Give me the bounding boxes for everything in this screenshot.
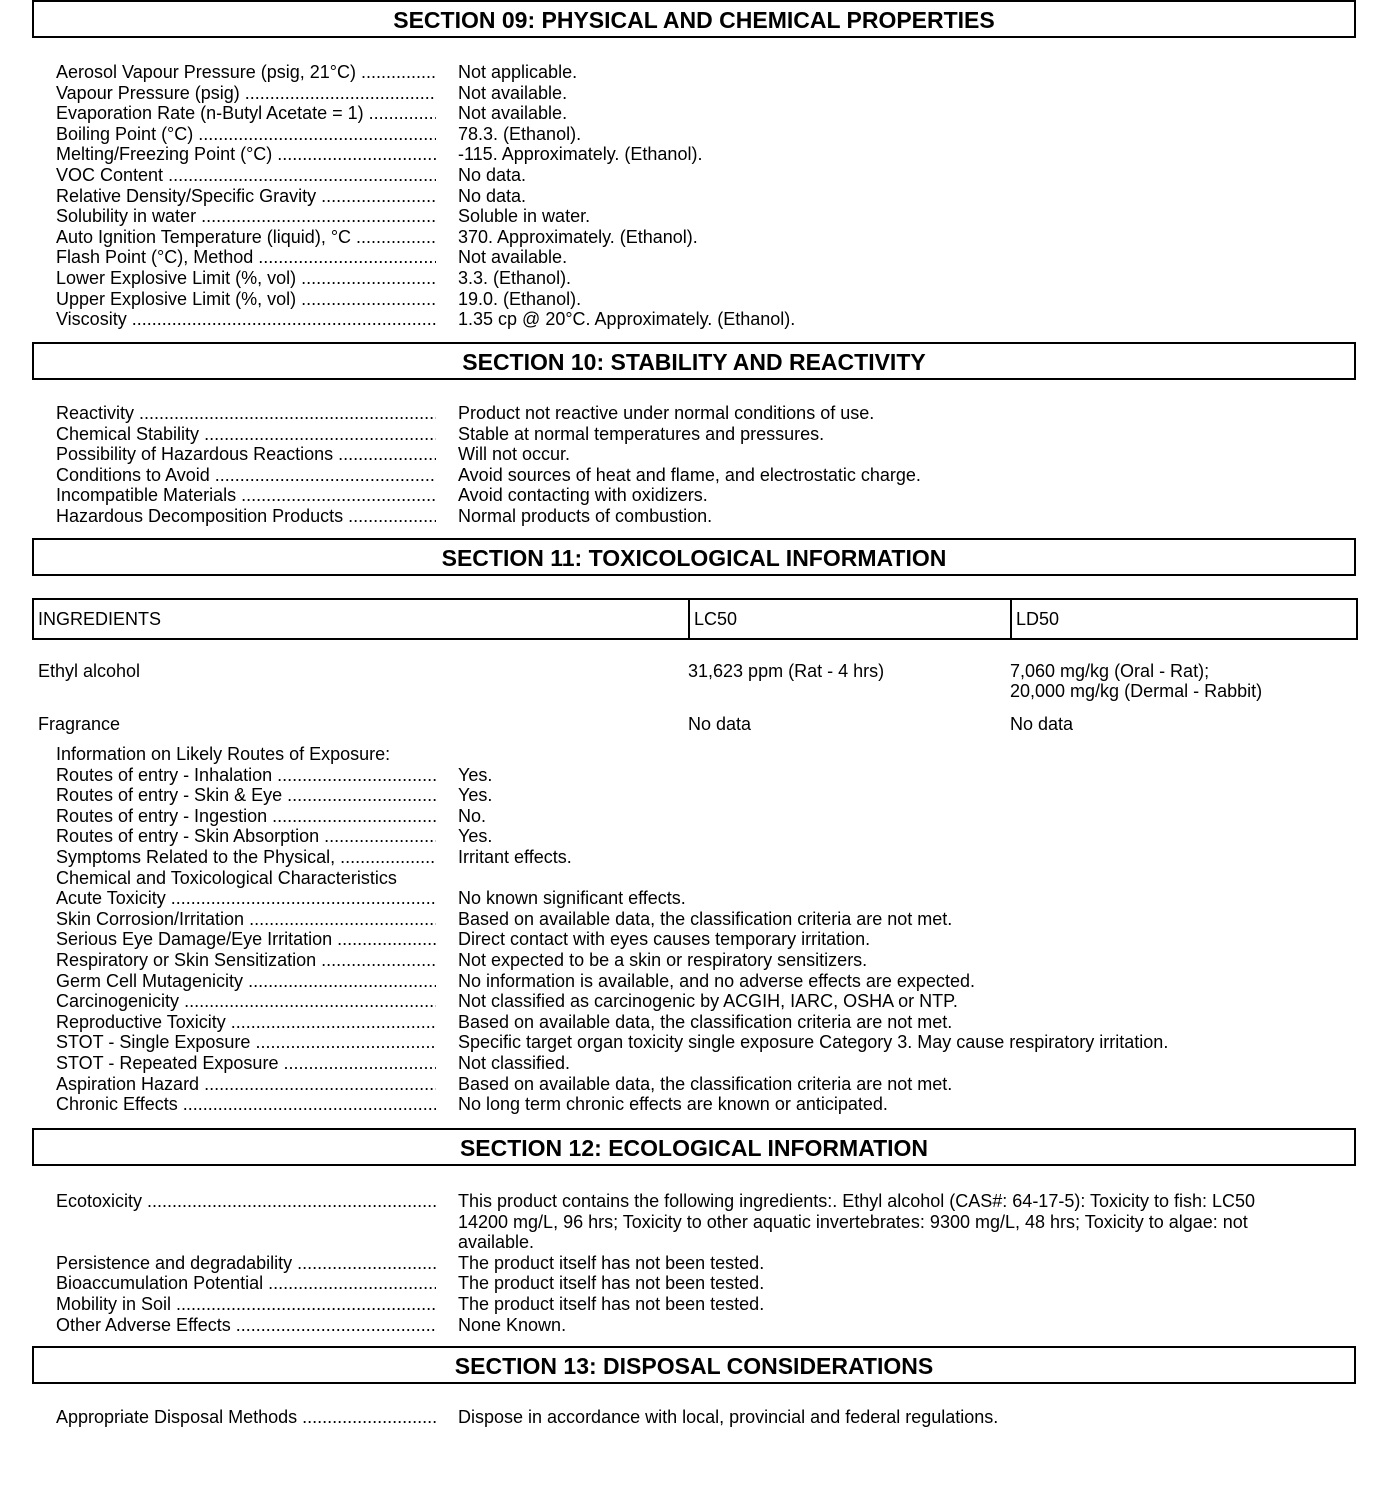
property-label: Aerosol Vapour Pressure (psig, 21°C) ..... bbox=[56, 62, 436, 83]
property-value: Irritant effects. bbox=[458, 846, 572, 867]
property-label: Reproductive Toxicity ..... bbox=[56, 1012, 436, 1033]
property-row bbox=[56, 444, 1366, 465]
property-label: Evaporation Rate (n-Butyl Acetate = 1) ..... bbox=[56, 103, 436, 124]
property-row bbox=[56, 1074, 1366, 1095]
property-value: Dispose in accordance with local, provincial and federal regulations. bbox=[458, 1407, 999, 1427]
property-value: No long term chronic effects are known or anticipated. bbox=[458, 1094, 888, 1115]
section-12-properties bbox=[56, 1191, 1366, 1335]
property-row bbox=[56, 103, 1366, 124]
property-label: Hazardous Decomposition Products ..... bbox=[56, 506, 436, 527]
routes-heading: Information on Likely Routes of Exposure: bbox=[56, 744, 391, 764]
routes-heading-row bbox=[56, 744, 1366, 765]
property-value: -115. Approximately. (Ethanol). bbox=[458, 144, 703, 165]
chem-characteristics-label: Chemical and Toxicological Characteristics bbox=[56, 867, 397, 888]
property-label: Appropriate Disposal Methods ..... bbox=[56, 1407, 436, 1428]
property-row bbox=[56, 186, 1366, 207]
property-label: Routes of entry - Skin & Eye ..... bbox=[56, 785, 436, 806]
property-row bbox=[56, 206, 1366, 227]
property-label: Ecotoxicity ..... bbox=[56, 1191, 436, 1253]
property-row bbox=[56, 1191, 1366, 1253]
ingredient-name: Ethyl alcohol bbox=[38, 661, 141, 681]
property-label: Routes of entry - Skin Absorption ..... bbox=[56, 826, 436, 847]
property-label: Lower Explosive Limit (%, vol) ..... bbox=[56, 268, 436, 289]
ingredient-row bbox=[38, 661, 1358, 701]
property-value: Yes. bbox=[458, 785, 493, 806]
property-label: Auto Ignition Temperature (liquid), °C ..... bbox=[56, 227, 436, 248]
property-row bbox=[56, 950, 1366, 971]
property-row bbox=[56, 309, 1366, 330]
property-label: Solubility in water ..... bbox=[56, 206, 436, 227]
ld50-line: 20,000 mg/kg (Dermal - Rabbit) bbox=[1010, 681, 1263, 701]
property-value: Will not occur. bbox=[458, 444, 571, 465]
property-label: Carcinogenicity ..... bbox=[56, 991, 436, 1012]
section-13-properties bbox=[56, 1407, 1366, 1428]
property-row bbox=[56, 227, 1366, 248]
property-label: Persistence and degradability ..... bbox=[56, 1253, 436, 1274]
property-value: Not available. bbox=[458, 82, 568, 103]
property-row bbox=[56, 465, 1366, 486]
ingredient-row bbox=[38, 714, 1358, 734]
property-label: Relative Density/Specific Gravity ..... bbox=[56, 186, 436, 207]
property-row bbox=[56, 485, 1366, 506]
property-value: No information is available, and no adverse effects are expected. bbox=[458, 970, 975, 991]
property-value: 1.35 cp @ 20°C. Approximately. (Ethanol). bbox=[458, 309, 796, 330]
property-value: No data. bbox=[458, 164, 527, 185]
ld50-line: 7,060 mg/kg (Oral - Rat); bbox=[1010, 661, 1210, 681]
property-value: Not classified as carcinogenic by ACGIH, IARC, OSHA or NTP. bbox=[458, 991, 958, 1012]
property-row bbox=[56, 1294, 1366, 1315]
property-row bbox=[56, 403, 1366, 424]
property-row bbox=[56, 144, 1366, 165]
property-label: Other Adverse Effects ..... bbox=[56, 1315, 436, 1336]
property-row bbox=[56, 765, 1366, 786]
property-row bbox=[56, 1012, 1366, 1033]
property-value: None Known. bbox=[458, 1314, 567, 1335]
property-value: Not expected to be a skin or respiratory sensitizers. bbox=[458, 949, 868, 970]
property-label: Routes of entry - Inhalation ..... bbox=[56, 765, 436, 786]
property-value: 3.3. (Ethanol). bbox=[458, 267, 572, 288]
property-label: Chronic Effects ..... bbox=[56, 1094, 436, 1115]
ingredient-lc50: No data bbox=[688, 714, 752, 734]
property-value: Yes. bbox=[458, 826, 493, 847]
property-label: Acute Toxicity ..... bbox=[56, 888, 436, 909]
property-label: Boiling Point (°C) ..... bbox=[56, 124, 436, 145]
property-value: No. bbox=[458, 805, 487, 826]
property-row bbox=[56, 785, 1366, 806]
property-value: Stable at normal temperatures and pressures. bbox=[458, 423, 825, 444]
property-value: Avoid contacting with oxidizers. bbox=[458, 485, 708, 506]
property-value: Soluble in water. bbox=[458, 206, 591, 227]
property-value: The product itself has not been tested. bbox=[458, 1273, 765, 1294]
ingredient-ld50: No data bbox=[1010, 714, 1074, 734]
section-09-header: SECTION 09: PHYSICAL AND CHEMICAL PROPERTIES bbox=[32, 0, 1356, 38]
property-label: Respiratory or Skin Sensitization ..... bbox=[56, 950, 436, 971]
property-value: 370. Approximately. (Ethanol). bbox=[458, 226, 698, 247]
property-value: Direct contact with eyes causes temporary irritation. bbox=[458, 929, 871, 950]
property-value: Yes. bbox=[458, 764, 493, 785]
property-value: The product itself has not been tested. bbox=[458, 1293, 765, 1314]
property-row bbox=[56, 909, 1366, 930]
property-row bbox=[56, 1053, 1366, 1074]
column-header-ld50: LD50 bbox=[1016, 609, 1060, 629]
property-label: Reactivity ..... bbox=[56, 403, 436, 424]
property-label: Chemical Stability ..... bbox=[56, 424, 436, 445]
ingredient-lc50: 31,623 ppm (Rat - 4 hrs) bbox=[688, 661, 885, 681]
property-value: Not classified. bbox=[458, 1052, 571, 1073]
section-10-header: SECTION 10: STABILITY AND REACTIVITY bbox=[32, 342, 1356, 380]
column-header-lc50: LC50 bbox=[690, 600, 1012, 638]
property-value: Specific target organ toxicity single exposure Category 3. May cause respiratory irritation. bbox=[458, 1032, 1169, 1053]
property-value: Normal products of combustion. bbox=[458, 505, 713, 526]
property-label: Skin Corrosion/Irritation ..... bbox=[56, 909, 436, 930]
property-label: STOT - Repeated Exposure ..... bbox=[56, 1053, 436, 1074]
section-13-header: SECTION 13: DISPOSAL CONSIDERATIONS bbox=[32, 1346, 1356, 1384]
section-09-properties bbox=[56, 62, 1366, 330]
property-label: Mobility in Soil ..... bbox=[56, 1294, 436, 1315]
property-row bbox=[56, 289, 1366, 310]
chem-characteristics-row bbox=[56, 868, 1366, 889]
property-value: Based on available data, the classification criteria are not met. bbox=[458, 1073, 953, 1094]
property-label: Flash Point (°C), Method ..... bbox=[56, 247, 436, 268]
property-value: Product not reactive under normal conditions of use. bbox=[458, 403, 875, 423]
property-value: No data. bbox=[458, 185, 527, 206]
property-label: Incompatible Materials ..... bbox=[56, 485, 436, 506]
property-label: Vapour Pressure (psig) ..... bbox=[56, 83, 436, 104]
property-label: STOT - Single Exposure ..... bbox=[56, 1032, 436, 1053]
section-11-exposure bbox=[56, 744, 1366, 1115]
property-row bbox=[56, 1253, 1366, 1274]
section-11-header: SECTION 11: TOXICOLOGICAL INFORMATION bbox=[32, 538, 1356, 576]
property-row bbox=[56, 83, 1366, 104]
property-label: Serious Eye Damage/Eye Irritation ..... bbox=[56, 929, 436, 950]
ingredient-name: Fragrance bbox=[38, 714, 121, 734]
property-row bbox=[56, 929, 1366, 950]
property-value: Not available. bbox=[458, 247, 568, 268]
property-value: No known significant effects. bbox=[458, 888, 686, 909]
property-row bbox=[56, 847, 1366, 868]
property-label: Upper Explosive Limit (%, vol) ..... bbox=[56, 289, 436, 310]
property-label: Conditions to Avoid ..... bbox=[56, 465, 436, 486]
property-row bbox=[56, 1407, 1366, 1428]
property-row bbox=[56, 826, 1366, 847]
property-label: Bioaccumulation Potential ..... bbox=[56, 1273, 436, 1294]
property-label: Germ Cell Mutagenicity ..... bbox=[56, 971, 436, 992]
property-row bbox=[56, 1273, 1366, 1294]
property-row bbox=[56, 268, 1366, 289]
property-row bbox=[56, 991, 1366, 1012]
section-12-header: SECTION 12: ECOLOGICAL INFORMATION bbox=[32, 1128, 1356, 1166]
property-row bbox=[56, 165, 1366, 186]
property-label: Viscosity ..... bbox=[56, 309, 436, 330]
property-row bbox=[56, 247, 1366, 268]
property-row bbox=[56, 1315, 1366, 1336]
property-row bbox=[56, 1032, 1366, 1053]
property-value: Avoid sources of heat and flame, and electrostatic charge. bbox=[458, 464, 921, 485]
ingredients-table-header bbox=[32, 598, 1358, 640]
property-row bbox=[56, 971, 1366, 992]
property-value: The product itself has not been tested. bbox=[458, 1252, 765, 1273]
property-label: Routes of entry - Ingestion ..... bbox=[56, 806, 436, 827]
property-label: Possibility of Hazardous Reactions ..... bbox=[56, 444, 436, 465]
property-value: This product contains the following ingredients:. Ethyl alcohol (CAS#: 64-17-5): Toxicity to fish: LC50 14200 mg/L, 96 hrs; Toxicity to other aquatic invertebrates: 9300 mg/L, 48 hrs; Toxicity to algae: not available. bbox=[458, 1191, 1256, 1253]
property-row bbox=[56, 506, 1366, 527]
property-label: Aspiration Hazard ..... bbox=[56, 1074, 436, 1095]
column-header-ingredients: INGREDIENTS bbox=[34, 600, 690, 638]
property-label: Melting/Freezing Point (°C) ..... bbox=[56, 144, 436, 165]
property-row bbox=[56, 806, 1366, 827]
section-10-properties bbox=[56, 403, 1366, 527]
property-value: Based on available data, the classification criteria are not met. bbox=[458, 908, 953, 929]
property-value: Not applicable. bbox=[458, 62, 578, 82]
property-row bbox=[56, 888, 1366, 909]
property-value: Based on available data, the classification criteria are not met. bbox=[458, 1011, 953, 1032]
property-value: 19.0. (Ethanol). bbox=[458, 288, 582, 309]
property-label: VOC Content ..... bbox=[56, 165, 436, 186]
property-row bbox=[56, 124, 1366, 145]
property-label: Symptoms Related to the Physical, ..... bbox=[56, 847, 436, 868]
property-row bbox=[56, 424, 1366, 445]
ingredient-ld50 bbox=[1010, 661, 1358, 701]
property-row bbox=[56, 1094, 1366, 1115]
property-row bbox=[56, 62, 1366, 83]
property-value: 78.3. (Ethanol). bbox=[458, 123, 582, 144]
property-value: Not available. bbox=[458, 103, 568, 124]
